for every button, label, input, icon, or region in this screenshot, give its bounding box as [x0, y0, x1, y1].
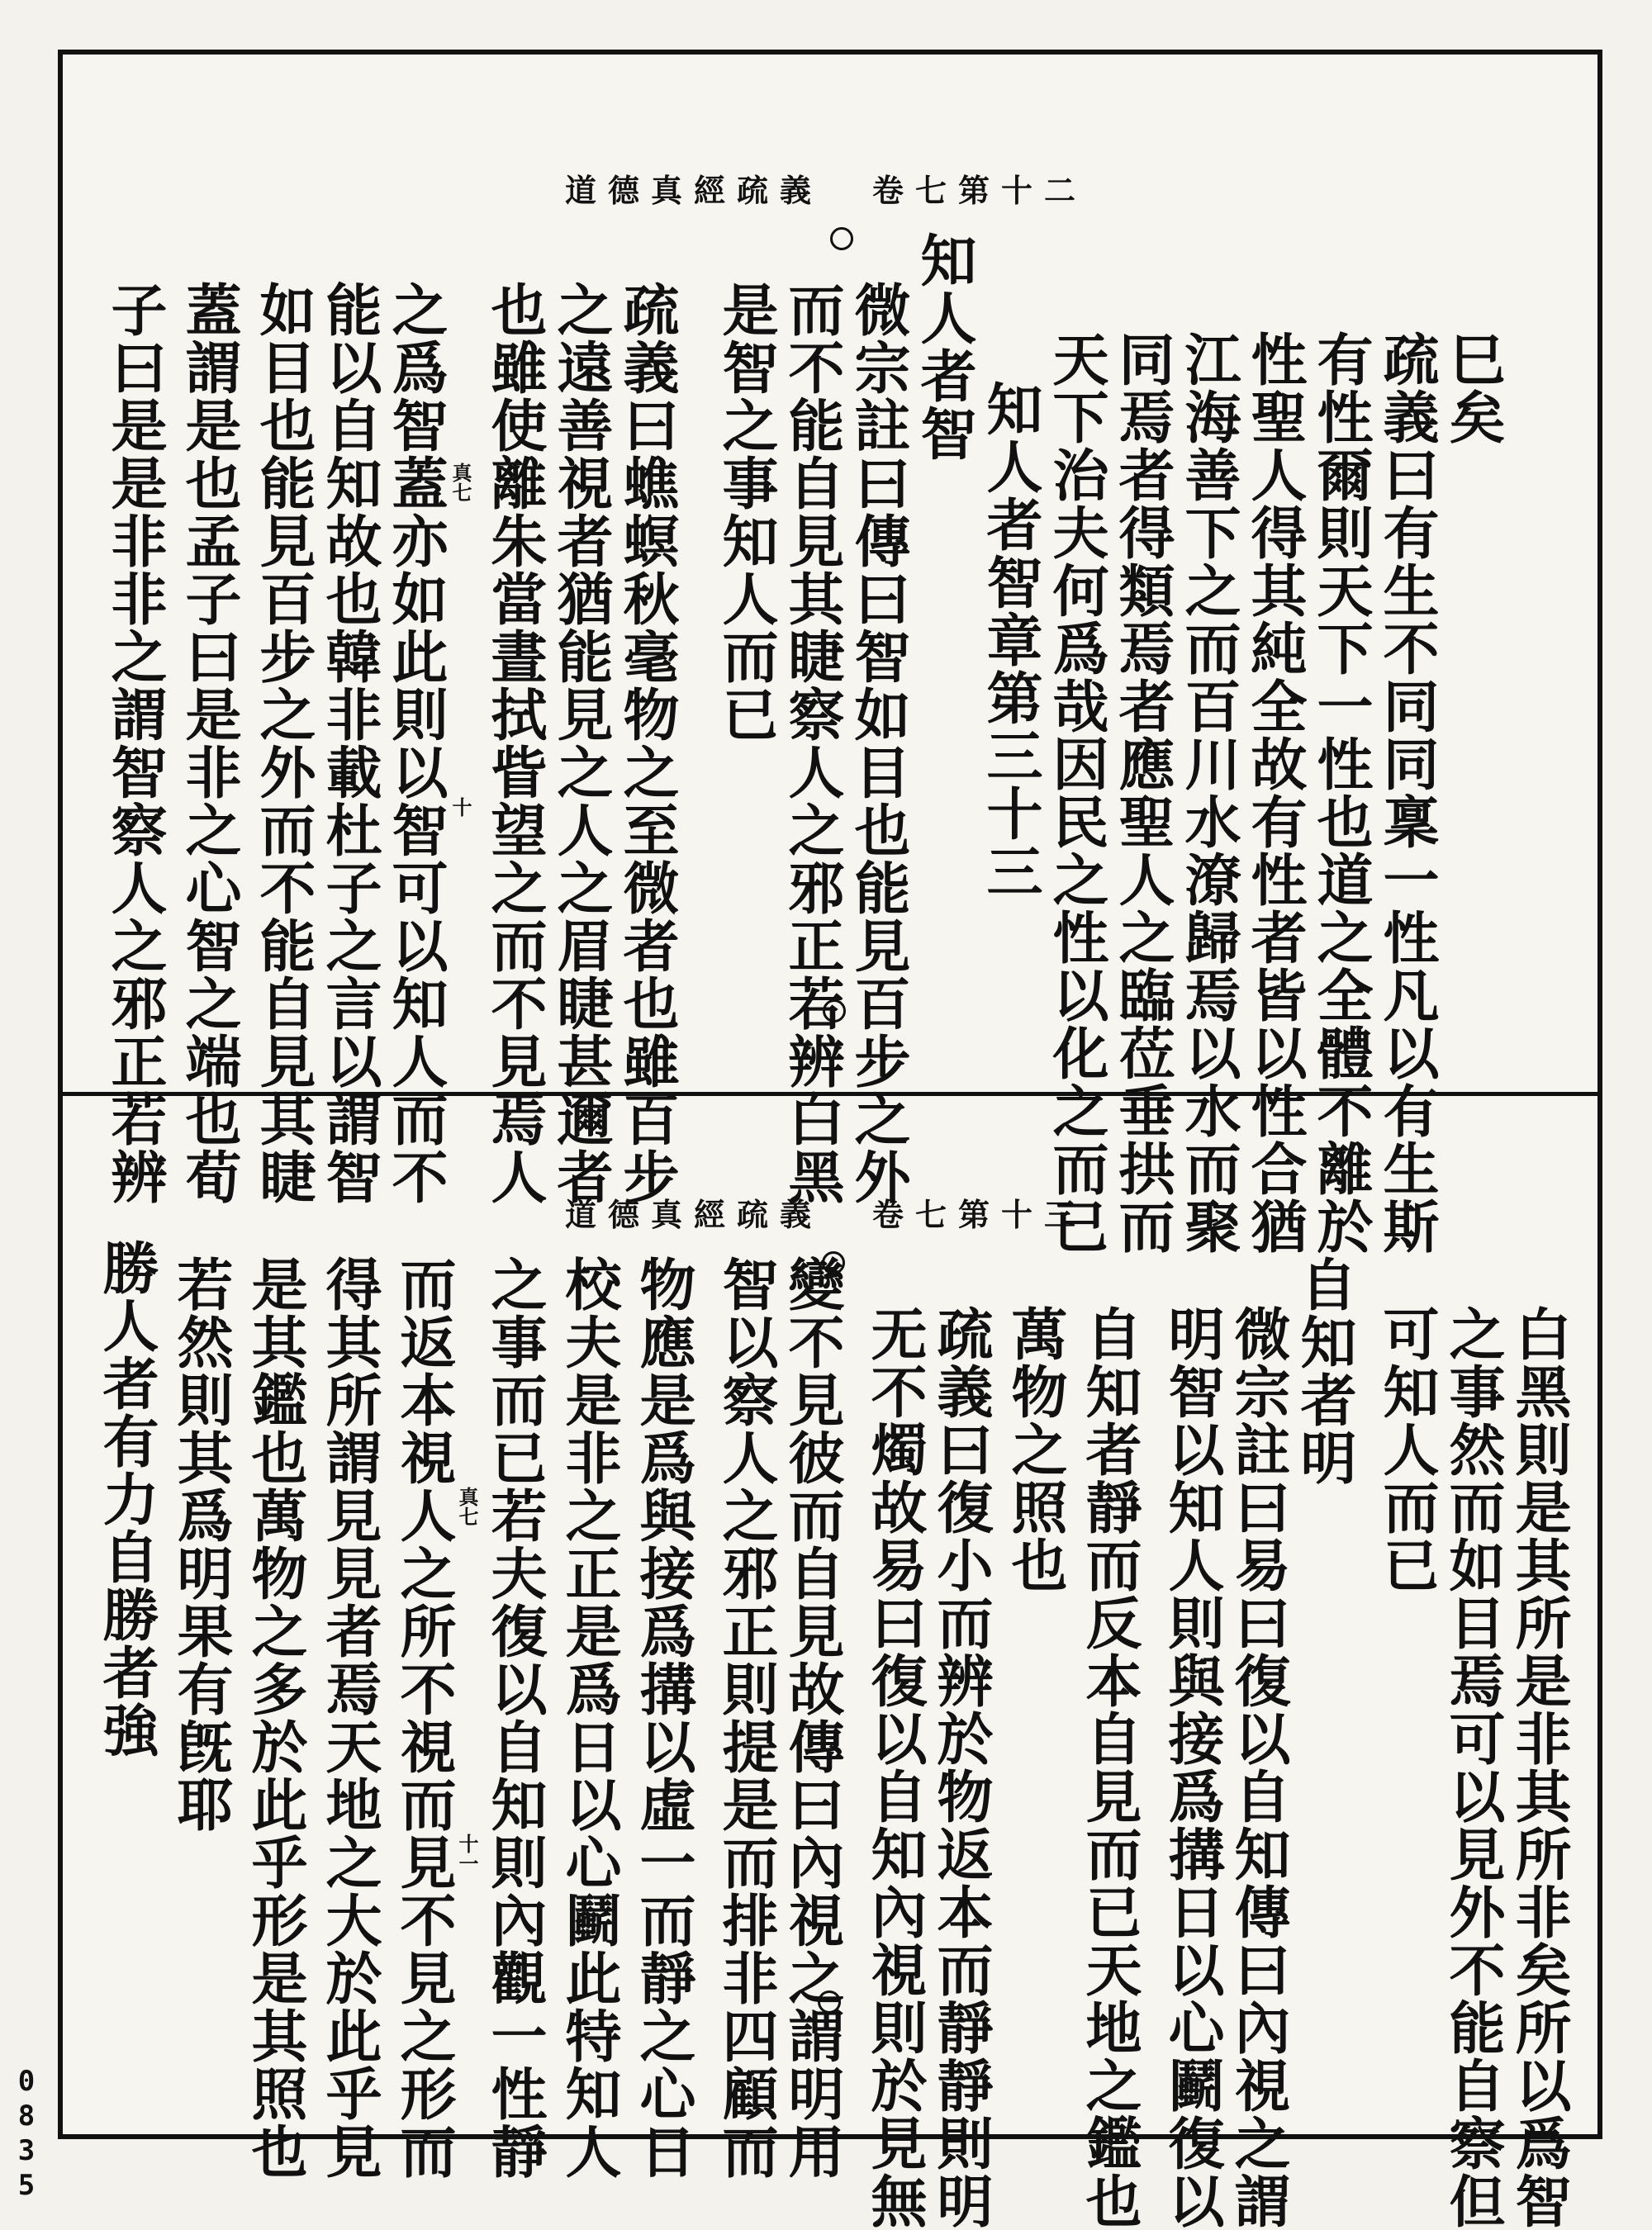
top-col-19: 蓋謂是也孟子曰是非之心智之端也荀	[176, 281, 242, 1206]
top-center-page-mark: 十	[449, 797, 472, 817]
top-col-1: 巳矣	[1440, 330, 1506, 446]
top-col-9: 知人者智	[911, 231, 977, 463]
circle-marker	[818, 1990, 841, 2014]
top-col-20: 子曰是是非非之謂智察人之邪正若辨	[102, 281, 168, 1206]
top-col-18: 如目也能見百步之外而不能自見其睫	[250, 281, 316, 1206]
top-col-15: 也雖使離朱當晝拭眥望之而不見焉人	[482, 281, 548, 1206]
bottom-col-2: 之事然而如目焉可以見外不能自察但	[1440, 1305, 1506, 2230]
circle-marker	[822, 1251, 845, 1274]
bottom-header-title: 道德真經疏義	[564, 1196, 823, 1233]
page-number: 0835	[10, 2065, 43, 2204]
top-col-5: 江海善下之而百川水潦歸焉以水而聚	[1175, 330, 1241, 1255]
bottom-col-19: 若然則其爲明果有旣耶	[168, 1255, 234, 1834]
bottom-col-6: 明智以知人則與接爲搆日以心鬬復以	[1159, 1305, 1225, 2230]
top-col-6: 同焉者得類焉者應聖人之臨莅垂拱而	[1109, 330, 1175, 1255]
top-col-10: 微宗註曰傳曰智如目也能見百步之外	[845, 281, 911, 1206]
circle-marker	[823, 999, 846, 1022]
bottom-header-volume: 卷七第十三	[872, 1196, 1088, 1233]
bottom-page-header	[0, 1189, 1652, 1235]
top-center-vol-mark: 真七	[449, 463, 472, 502]
bottom-col-13: 物應是爲與接爲搆以虛一而靜之心日	[630, 1255, 696, 2180]
bottom-center-page-mark: 十一	[455, 1834, 479, 1873]
bottom-col-16: 而返本視人之所不視而見不見之形而	[391, 1255, 457, 2180]
top-col-13: 疏義曰蟭螟秋毫物之至微者也雖百步	[614, 281, 680, 1206]
bottom-col-7: 自知者靜而反本自見而已天地之鑑也	[1076, 1305, 1142, 2230]
bottom-col-12: 智以察人之邪正則提是而排非四顧而	[713, 1255, 779, 2180]
bottom-col-15: 之事而已若夫復以自知則內觀一性靜	[482, 1255, 548, 2180]
bottom-col-9: 疏義曰復小而辨於物返本而靜靜則明	[928, 1305, 994, 2230]
top-col-17: 能以自知故也韓非載杜子之言以謂智	[316, 281, 382, 1206]
top-col-2: 疏義曰有生不同同稟一性凡以有生斯	[1374, 330, 1440, 1255]
top-header-title: 道德真經疏義	[564, 172, 823, 209]
top-col-16: 之爲智蓋亦如此則以智可以知人而不	[382, 281, 449, 1206]
top-col-8: 知人者智章第三十三	[977, 380, 1043, 900]
bottom-center-vol-mark: 真七	[455, 1487, 479, 1526]
top-col-7: 天下治夫何爲哉因民之性以化之而已	[1043, 330, 1109, 1255]
bottom-col-1: 白黑則是其所是非其所非矣所以爲智	[1506, 1305, 1572, 2230]
bottom-col-4: 自知者明	[1291, 1255, 1357, 1487]
top-header-volume: 卷七第十二	[872, 172, 1088, 209]
top-col-14: 之遠善視者猶能見之人之眉睫甚邇者	[548, 281, 614, 1206]
bottom-col-3: 可知人而已	[1374, 1305, 1440, 1594]
bottom-col-20: 勝人者有力自勝者強	[93, 1239, 159, 1759]
top-page-header	[0, 165, 1652, 211]
bottom-col-5: 微宗註曰易曰復以自知傳曰內視之謂	[1225, 1305, 1291, 2230]
bottom-col-8: 萬物之照也	[1002, 1305, 1068, 1594]
bottom-col-11: 變不見彼而自見故傳曰內視之謂明用	[779, 1255, 845, 2180]
bottom-col-10: 无不燭故易曰復以自知內視則於見無	[862, 1305, 928, 2230]
circle-marker	[830, 227, 853, 250]
bottom-col-14: 校夫是非之正是爲日以心鬬此特知人	[556, 1255, 622, 2180]
top-col-3: 有性爾則天下一性也道之全體不離於	[1308, 330, 1374, 1255]
top-col-12: 是智之事知人而已	[713, 281, 779, 743]
top-col-11: 而不能自見其睫察人之邪正若辨白黑	[779, 281, 845, 1206]
bottom-col-18: 是其鑑也萬物之多於此乎形是其照也	[242, 1255, 308, 2180]
top-col-4: 性聖人得其純全故有性者皆以性合猶	[1241, 330, 1308, 1255]
bottom-col-17: 得其所謂見見者焉天地之大於此乎見	[316, 1255, 382, 2180]
